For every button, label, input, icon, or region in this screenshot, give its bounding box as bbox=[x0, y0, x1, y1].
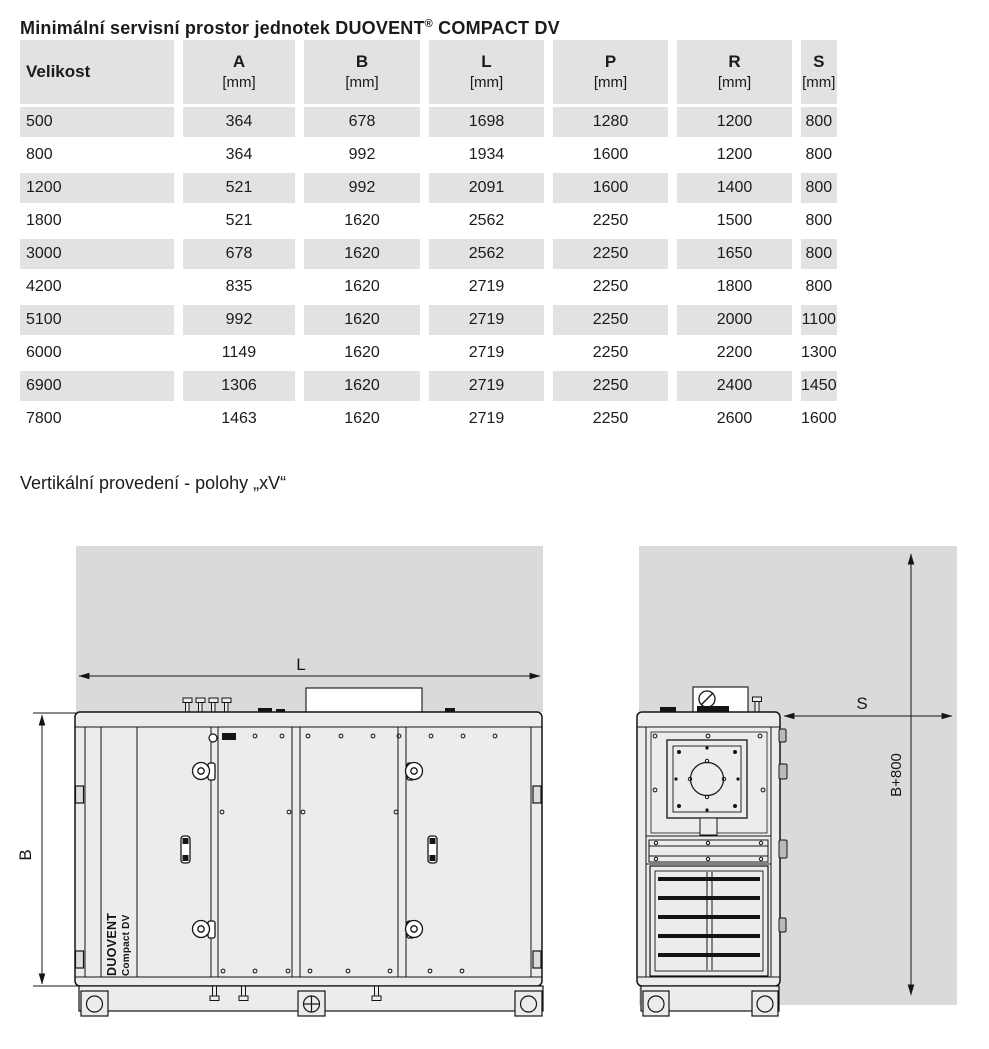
dim-s-cell: 800 bbox=[805, 212, 833, 229]
dim-b-cell: 1620 bbox=[344, 278, 380, 295]
dim-p-cell: 2250 bbox=[592, 410, 629, 427]
size-cell: 1800 bbox=[26, 212, 62, 229]
column-letter: A bbox=[232, 52, 246, 71]
size-cell: 800 bbox=[26, 146, 53, 163]
dim-b-cell: 992 bbox=[304, 173, 420, 203]
column-letter: B bbox=[355, 52, 369, 71]
size-cell: 1200 bbox=[20, 173, 174, 203]
dim-l-cell: 2091 bbox=[429, 173, 544, 203]
size-cell: 500 bbox=[20, 107, 174, 137]
dim-r-cell: 2400 bbox=[677, 371, 792, 401]
column-unit: [mm] bbox=[802, 74, 836, 91]
dim-s-cell: 800 bbox=[805, 278, 833, 295]
column-letter: R bbox=[728, 52, 741, 71]
dim-b-cell: 1620 bbox=[304, 305, 420, 335]
dim-S-label: S bbox=[856, 694, 868, 713]
dim-s-cell: 800 bbox=[801, 173, 837, 203]
dim-b-cell: 1620 bbox=[304, 371, 420, 401]
dim-p-cell: 1600 bbox=[592, 146, 629, 163]
column-letter: L bbox=[481, 52, 492, 71]
page-title-prefix: Minimální servisní prostor jednotek DUOVENT bbox=[20, 18, 425, 39]
size-cell: 4200 bbox=[26, 278, 62, 295]
dim-l-cell: 2562 bbox=[468, 212, 505, 229]
dim-p-cell: 2250 bbox=[553, 239, 668, 269]
dim-r-cell: 1650 bbox=[677, 239, 792, 269]
brand-line1: DUOVENT bbox=[105, 912, 119, 976]
dim-b-cell: 992 bbox=[348, 146, 376, 163]
dimension-column-header bbox=[304, 40, 420, 104]
dim-r-cell: 1200 bbox=[716, 146, 753, 163]
dim-a-cell: 521 bbox=[225, 212, 253, 229]
column-letter: S bbox=[813, 52, 825, 71]
dimension-column-header bbox=[801, 40, 837, 104]
dim-p-cell: 2250 bbox=[592, 212, 629, 229]
side-louver-grille bbox=[650, 866, 768, 976]
dim-a-cell: 521 bbox=[183, 173, 295, 203]
dim-s-cell: 800 bbox=[805, 146, 833, 163]
dim-r-cell: 2200 bbox=[716, 344, 753, 361]
table-row bbox=[20, 206, 837, 236]
table-row bbox=[20, 404, 837, 434]
dim-b-cell: 1620 bbox=[304, 239, 420, 269]
dim-b-cell: 1620 bbox=[344, 410, 380, 427]
dim-p-cell: 1600 bbox=[553, 173, 668, 203]
dim-b-cell: 1620 bbox=[344, 344, 380, 361]
dim-r-cell: 2600 bbox=[716, 410, 753, 427]
dimension-column-header bbox=[183, 40, 295, 104]
side-base bbox=[641, 986, 779, 1016]
dim-r-cell: 1500 bbox=[716, 212, 753, 229]
column-unit: [mm] bbox=[222, 74, 256, 91]
dim-r-cell: 1200 bbox=[677, 107, 792, 137]
dim-a-cell: 835 bbox=[225, 278, 253, 295]
dim-l-cell: 2719 bbox=[468, 278, 505, 295]
table-row bbox=[20, 140, 837, 170]
dim-s-cell: 1300 bbox=[801, 344, 837, 361]
service-space-table bbox=[11, 37, 846, 437]
size-cell: 3000 bbox=[20, 239, 174, 269]
dim-p-cell: 2250 bbox=[553, 371, 668, 401]
column-unit: [mm] bbox=[345, 74, 379, 91]
table-row bbox=[20, 371, 837, 401]
dim-b-cell: 1620 bbox=[344, 212, 380, 229]
table-row bbox=[20, 305, 837, 335]
dim-L-label: L bbox=[296, 655, 306, 674]
dim-r-cell: 1400 bbox=[677, 173, 792, 203]
dim-p-cell: 2250 bbox=[592, 278, 629, 295]
dimension-column-header bbox=[553, 40, 668, 104]
dim-l-cell: 1934 bbox=[468, 146, 505, 163]
front-brand-label bbox=[105, 913, 132, 976]
registered-trademark-symbol: ® bbox=[424, 18, 433, 31]
dim-s-cell: 1600 bbox=[801, 410, 837, 427]
dim-a-cell: 364 bbox=[183, 107, 295, 137]
front-latch-icon bbox=[209, 734, 217, 742]
size-cell: 7800 bbox=[26, 410, 62, 427]
dim-s-cell: 1100 bbox=[801, 305, 837, 335]
dimension-column-header bbox=[429, 40, 544, 104]
dim-s-cell: 800 bbox=[801, 107, 837, 137]
table-row bbox=[20, 272, 837, 302]
dim-l-cell: 2719 bbox=[429, 305, 544, 335]
dim-l-cell: 2719 bbox=[468, 410, 505, 427]
size-cell: 6000 bbox=[26, 344, 62, 361]
front-view-diagram bbox=[16, 546, 543, 1016]
front-unit-body bbox=[75, 712, 543, 1016]
dim-s-cell: 1450 bbox=[801, 371, 837, 401]
dim-r-cell: 1800 bbox=[716, 278, 753, 295]
dim-b-cell: 678 bbox=[304, 107, 420, 137]
table-row bbox=[20, 173, 837, 203]
table-row bbox=[20, 338, 837, 368]
page-title bbox=[20, 18, 560, 39]
table-row bbox=[20, 239, 837, 269]
size-cell: 6900 bbox=[20, 371, 174, 401]
dim-B-label: B bbox=[16, 849, 35, 861]
dimension-column-header bbox=[677, 40, 792, 104]
table-body bbox=[20, 107, 837, 434]
dim-l-cell: 2562 bbox=[429, 239, 544, 269]
brand-line2: Compact DV bbox=[121, 914, 132, 976]
technical-diagrams bbox=[0, 530, 989, 1049]
dim-p-cell: 2250 bbox=[553, 305, 668, 335]
size-cell: 5100 bbox=[20, 305, 174, 335]
front-roof-box bbox=[306, 688, 422, 713]
table-header-row bbox=[20, 40, 837, 104]
size-column-header: Velikost bbox=[20, 40, 174, 104]
dim-l-cell: 2719 bbox=[429, 371, 544, 401]
column-unit: [mm] bbox=[469, 74, 504, 91]
dim-a-cell: 1306 bbox=[183, 371, 295, 401]
dim-a-cell: 678 bbox=[183, 239, 295, 269]
dim-p-cell: 2250 bbox=[592, 344, 629, 361]
side-unit-body bbox=[637, 712, 787, 1016]
dim-a-cell: 1463 bbox=[221, 410, 257, 427]
column-letter: P bbox=[604, 52, 617, 71]
column-unit: [mm] bbox=[717, 74, 752, 91]
dim-a-cell: 364 bbox=[225, 146, 253, 163]
table-row bbox=[20, 107, 837, 137]
dim-a-cell: 992 bbox=[183, 305, 295, 335]
dim-l-cell: 2719 bbox=[468, 344, 505, 361]
table-header bbox=[20, 40, 837, 104]
page-title-suffix: COMPACT DV bbox=[432, 18, 560, 39]
dim-a-cell: 1149 bbox=[221, 344, 257, 361]
front-base bbox=[79, 986, 543, 1016]
dim-B800-label: B+800 bbox=[888, 753, 905, 797]
front-foot-hole-center bbox=[304, 996, 320, 1012]
side-view-diagram bbox=[637, 546, 957, 1016]
dim-p-cell: 1280 bbox=[553, 107, 668, 137]
front-label-plate bbox=[222, 733, 236, 740]
dim-B bbox=[33, 713, 79, 986]
column-unit: [mm] bbox=[593, 74, 628, 91]
dim-s-cell: 800 bbox=[801, 239, 837, 269]
front-service-area bbox=[76, 546, 543, 712]
dim-l-cell: 1698 bbox=[429, 107, 544, 137]
section-subtitle: Vertikální provedení - polohy „xV“ bbox=[20, 473, 287, 493]
dim-r-cell: 2000 bbox=[677, 305, 792, 335]
